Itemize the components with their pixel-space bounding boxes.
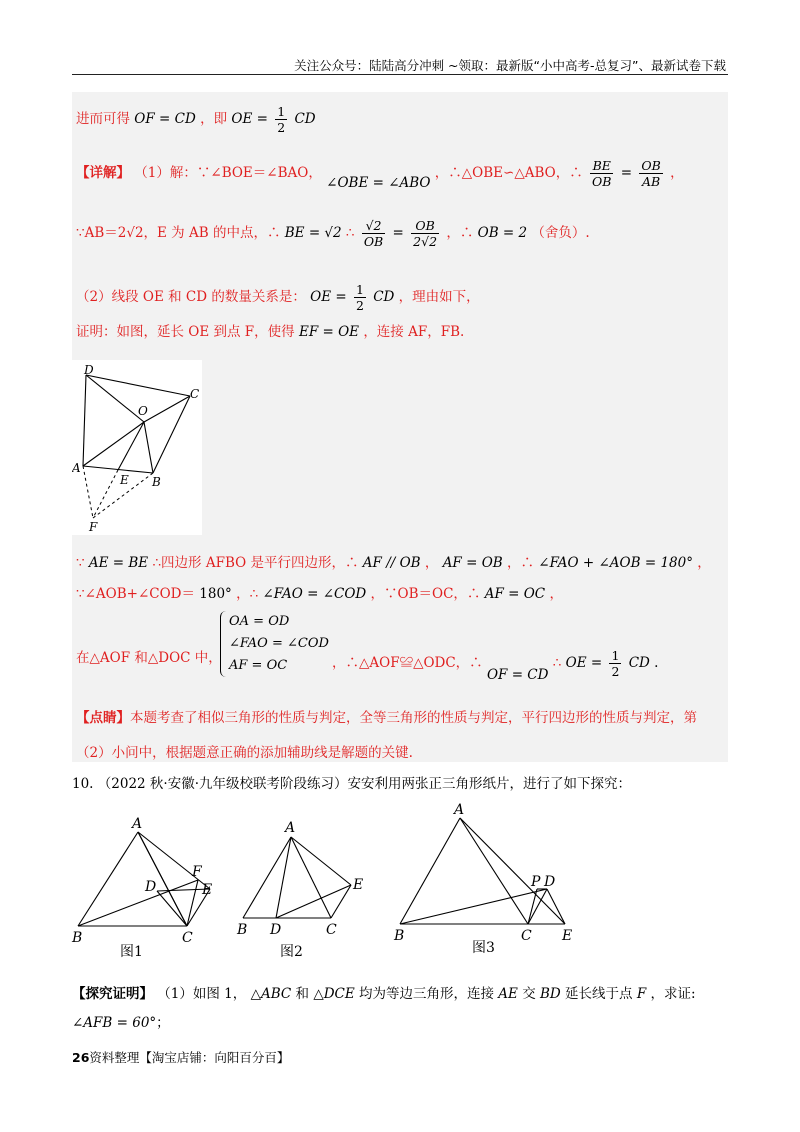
fig2-label-C: C (326, 922, 337, 938)
text: ， (424, 555, 439, 571)
solution-line-8-conclusion (332, 648, 659, 683)
fraction: $\frac{OB}{2√2}$ (413, 218, 438, 249)
question-text: 10. （2022 秋·安徽·九年级校联考阶段练习）安安利用两张正三角形纸片，进行了如下探究： (72, 776, 631, 792)
label-A: A (72, 461, 81, 475)
fig1-caption: 图1 (120, 944, 143, 960)
equation: CD (628, 655, 650, 671)
equals: = (620, 165, 633, 181)
math: △DCE (313, 986, 355, 1002)
fig2-label-B: B (237, 922, 248, 938)
equation: CD (373, 289, 395, 305)
remark-line-2 (76, 743, 413, 763)
explore-line-1 (72, 984, 696, 1004)
text: （舍负）. (531, 225, 590, 241)
explore-line-2 (72, 1013, 170, 1033)
equation: OF = CD (486, 667, 549, 683)
text: ∵ (76, 555, 85, 571)
text: 本题考查了相似三角形的性质与判定，全等三角形的性质与判定，平行四边形的性质与判定，第 (130, 710, 697, 726)
fraction: $\frac{BE}{OB}$ (592, 158, 612, 189)
fig3-label-B: B (394, 928, 405, 944)
text: ∴ (345, 225, 355, 241)
equation: OE = (310, 289, 347, 305)
text: 进而可得 (76, 111, 130, 127)
text: 均为等边三角形，连接 (359, 986, 494, 1002)
text: （1）解：∵∠BOE＝∠BAO， (134, 165, 322, 181)
fig3-caption: 图3 (472, 940, 495, 956)
fig3-label-E: E (562, 928, 573, 944)
equation: ∠FAO + ∠AOB = 180° (538, 555, 693, 571)
page-footer (72, 1048, 289, 1066)
remark-tag: 【点睛】 (76, 710, 130, 726)
fig1-label-C: C (182, 930, 193, 946)
text: ，∴ (236, 586, 259, 602)
solution-line-1 (76, 104, 316, 135)
equation: AF = OC (484, 586, 546, 602)
fig2-label-E: E (353, 877, 364, 893)
text: ，求证: (650, 986, 696, 1002)
text: ，∴ (446, 225, 474, 241)
equals: = (392, 225, 404, 241)
text: ，理由如下， (398, 289, 480, 305)
text: ，∴△OBE∽△ABO，∴ (434, 165, 583, 181)
fraction: $\frac{√2}{OB}$ (363, 218, 384, 249)
equation: AF // OB (362, 555, 421, 571)
figure-2 (243, 837, 351, 918)
text: ，连接 AF，FB. (363, 324, 465, 340)
text: ， (549, 586, 563, 602)
label-O: O (138, 404, 148, 418)
math: BD (540, 986, 561, 1002)
remark-line-1 (76, 708, 697, 728)
solution-line-4 (76, 282, 480, 313)
text: ∴四边形 AFBO 是平行四边形，∴ (152, 555, 359, 571)
equation: OB = 2 (477, 225, 528, 241)
text: . (654, 655, 659, 671)
fig1-label-F: F (192, 864, 202, 880)
fraction: $\frac{1}{2}$ (611, 648, 620, 679)
label-C: C (190, 387, 200, 401)
page-number: 26 (72, 1050, 90, 1065)
text: 延长线于点 (565, 986, 633, 1002)
text: ∵∠AOB+∠COD＝ (76, 586, 195, 602)
explore-tag: 【探究证明】 (72, 986, 153, 1002)
figure-3 (400, 818, 565, 924)
equation: ∠FAO = ∠COD (262, 586, 367, 602)
fraction: $\frac{1}{2}$ (355, 282, 364, 313)
detail-tag: 【详解】 (76, 165, 130, 181)
label-D: D (84, 363, 94, 377)
text: 交 (522, 986, 536, 1002)
text: ，即 (200, 111, 228, 127)
solution-line-7 (76, 584, 563, 604)
text: ， (697, 555, 711, 571)
equation: ∠AFB = 60° (72, 1015, 157, 1031)
fig2-label-D: D (270, 922, 282, 938)
fig3-label-C: C (521, 928, 532, 944)
fig3-label-P: P (531, 874, 541, 890)
text: ； (156, 1015, 170, 1031)
equation-system (220, 611, 329, 677)
equation: OE = (231, 111, 268, 127)
text: （1）如图 1， (157, 986, 247, 1002)
text: 在△AOF 和△DOC 中， (76, 650, 222, 666)
fraction: $\frac{OB}{AB}$ (641, 158, 661, 189)
equation: AF = OB (442, 555, 503, 571)
fraction: $\frac{1}{2}$ (277, 104, 286, 135)
equation: BE = √2 (284, 225, 342, 241)
text: （2）小问中，根据题意正确的添加辅助线是解题的关键. (76, 745, 413, 761)
solution-line-8-intro (76, 648, 222, 668)
math: △ABC (250, 986, 292, 1002)
equation: ∠OBE = ∠ABO (326, 175, 431, 191)
system-line-2: ∠FAO = ∠COD (229, 636, 329, 651)
text: ， (670, 165, 684, 181)
page-header: 关注公众号：陆陆高分冲刺 ~领取：最新版“小中高考-总复习”、最新试卷下载 (294, 58, 726, 73)
header-rule (72, 74, 728, 75)
fig1-label-E: E (202, 882, 213, 898)
question-10 (72, 774, 631, 794)
equation: OF = CD (134, 111, 196, 127)
proof-figure (72, 360, 202, 535)
equation: EF = OE (298, 324, 360, 340)
solution-line-5 (76, 322, 464, 342)
system-line-1: OA = OD (229, 614, 290, 629)
footer-text: 资料整理【淘宝店铺：向阳百分百】 (89, 1050, 290, 1065)
math: AE (498, 986, 518, 1002)
solution-line-2 (76, 158, 684, 189)
text: ，∴△AOF≌△ODC，∴ (332, 655, 483, 671)
fig1-label-D: D (145, 879, 157, 895)
system-line-3: AF = OC (229, 658, 288, 673)
math: F (636, 986, 647, 1002)
figure-1 (78, 832, 213, 926)
label-F: F (89, 520, 98, 534)
text: ，∵OB＝OC，∴ (370, 586, 481, 602)
equation: 180° (199, 586, 232, 602)
equation: CD (294, 111, 316, 127)
equation: AE = BE (88, 555, 149, 571)
fig3-label-A: A (454, 802, 465, 818)
fig3-label-D: D (544, 874, 556, 890)
text: ∵AB＝2√2，E 为 AB 的中点，∴ (76, 225, 281, 241)
solution-line-3 (76, 218, 590, 249)
equation: OE = (565, 655, 603, 671)
fig1-label-A: A (132, 816, 143, 832)
text: ，∴ (506, 555, 534, 571)
fig2-caption: 图2 (280, 944, 303, 960)
solution-line-6 (76, 553, 711, 573)
label-B: B (152, 475, 161, 489)
fig2-label-A: A (285, 820, 296, 836)
fig1-label-B: B (72, 930, 83, 946)
text: （2）线段 OE 和 CD 的数量关系是： (76, 289, 306, 305)
text: 证明：如图，延长 OE 到点 F，使得 (76, 324, 295, 340)
text: 和 (295, 986, 310, 1002)
label-E: E (120, 473, 129, 487)
text: ∴ (552, 655, 562, 671)
figures-row (60, 798, 620, 968)
